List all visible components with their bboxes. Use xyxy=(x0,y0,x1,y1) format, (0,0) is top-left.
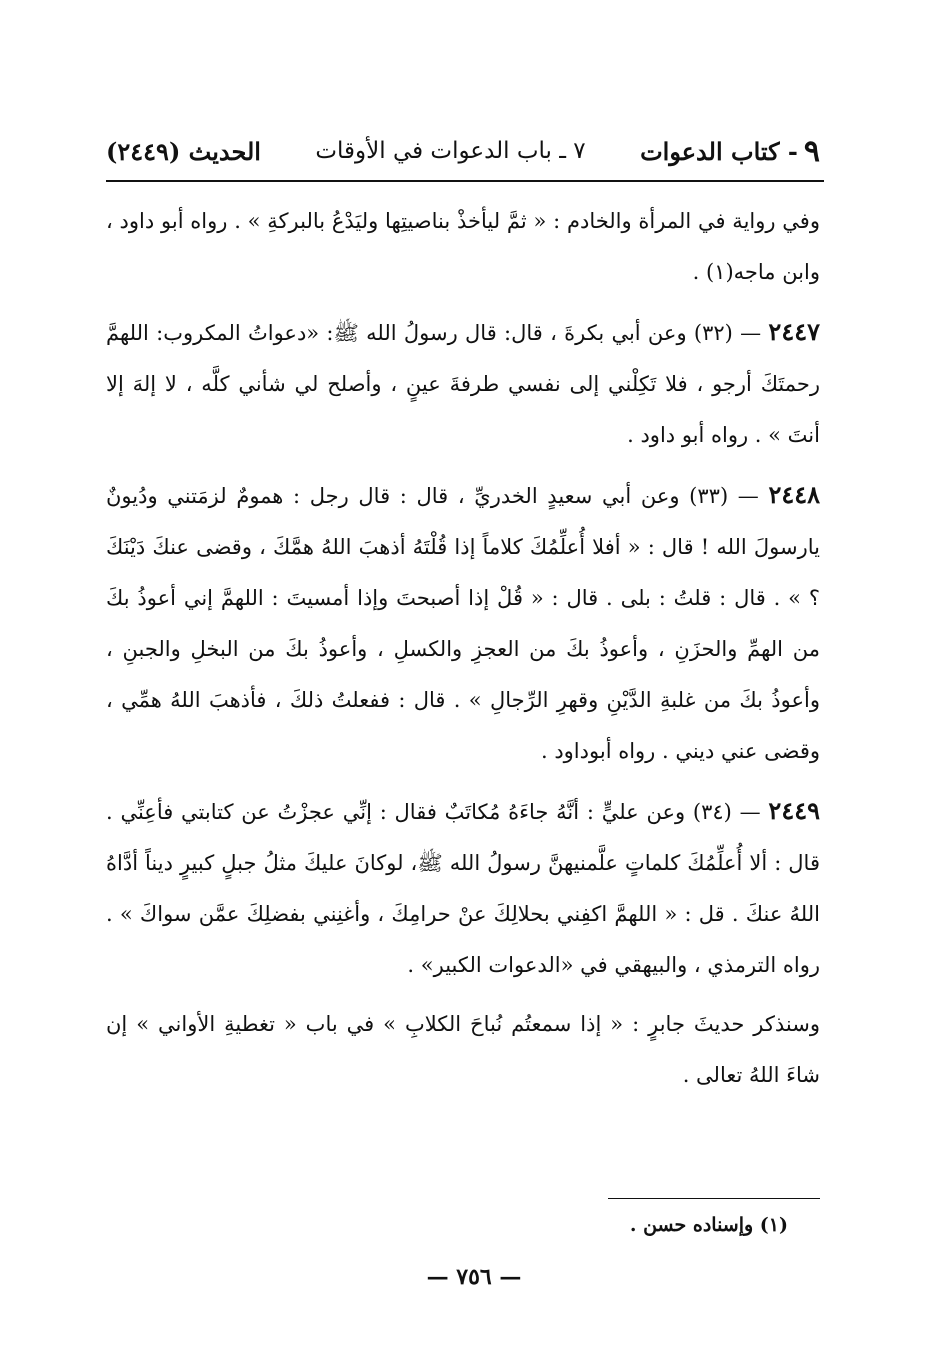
hadith-range: الحديث (٢٤٤٩) xyxy=(106,136,261,166)
footnote: (١) وإسناده حسن . xyxy=(629,1214,788,1236)
chapter-title: ٧ ـ باب الدعوات في الأوقات xyxy=(315,138,586,164)
paragraph-text: وفي رواية في المرأة والخادم : « ثمَّ ليأخذْ بناصيتِها وليَدْعُ بالبركةِ » . رواه أبو داود ، وابن ماجه(١) . xyxy=(106,209,820,284)
paragraph-text: — (٣٣) وعن أبي سعيدٍ الخدريِّ ، قال : قال رجل : همومٌ لزمَتني ودُيونٌ يارسولَ الله ! قال : « أفلا أُعلِّمُكَ كلاماً إذا قُلْتَهُ أذهبَ اللهُ همَّكَ ، وقضى عنكَ دَيْنَكَ ؟ » . قال : قلتُ : بلى . قال : « قُلْ إذا أصبحتَ وإذا أمسيتَ : اللهمَّ إني أعوذُ بكَ من الهمِّ والحزَنِ ، وأعوذُ بكَ من العجزِ والكسلِ ، وأعوذُ بكَ من البخلِ والجبنِ ، وأعوذُ بكَ من غلبةِ الدَّيْنِ وقهرِ الرِّجالِ » . قال : ففعلتُ ذلكَ ، فأذهبَ اللهُ همِّي ، وقضى عني ديني . رواه أبوداود . xyxy=(106,484,820,763)
book-title xyxy=(640,134,820,169)
footnote-divider xyxy=(608,1198,820,1199)
hadith-2448 xyxy=(106,469,820,777)
hadith-number: ٢٤٤٨ xyxy=(768,480,820,509)
hadith-2449 xyxy=(106,785,820,991)
page-number: — ٧٥٦ — xyxy=(426,1264,522,1290)
paragraph-text: — (٣٤) وعن عليٍّ : أنَّهُ جاءَهُ مُكاتَبٌ فقال : إنِّي عجزْتُ عن كتابتي فأعِنِّي . قال : ألا أُعلِّمُكَ كلماتٍ علَّمنيهنَّ رسولُ الله ﷺ، لوكانَ عليكَ مثلُ جبلٍ كبيرٍ ديناً أدَّاهُ اللهُ عنكَ . قل : « اللهمَّ اكفِني بحلالِكَ عنْ حرامِكَ ، وأغنِني بفضلِكَ عمَّن سواكَ » . رواه الترمذي ، والبيهقي في «الدعوات الكبير» . xyxy=(106,800,820,977)
header-divider xyxy=(106,180,824,182)
closing-note xyxy=(106,999,820,1101)
book-number: ٩ xyxy=(803,133,820,169)
main-text xyxy=(106,196,820,1109)
hadith-2447 xyxy=(106,306,820,461)
paragraph-text: — (٣٢) وعن أبي بكرةَ ، قال: قال رسولُ الله ﷺ: «دعواتُ المكروب: اللهمَّ رحمتَكَ أرجو ، فلا تَكِلْني إلى نفسي طرفةَ عينٍ ، وأصلح لي شأني كلَّه ، لا إلهَ إلا أنتَ » . رواه أبو داود . xyxy=(106,321,820,447)
hadith-number: ٢٤٤٧ xyxy=(768,317,820,346)
running-header xyxy=(106,128,820,174)
paragraph-continuation xyxy=(106,196,820,298)
hadith-number: ٢٤٤٩ xyxy=(768,796,820,825)
book-title-text: - كتاب الدعوات xyxy=(640,136,798,166)
paragraph-text: وسنذكر حديثَ جابرٍ : « إذا سمعتُم نُباحَ الكلابِ » في باب « تغطيةِ الأواني » إن شاءَ اللهُ تعالى . xyxy=(106,1012,820,1087)
